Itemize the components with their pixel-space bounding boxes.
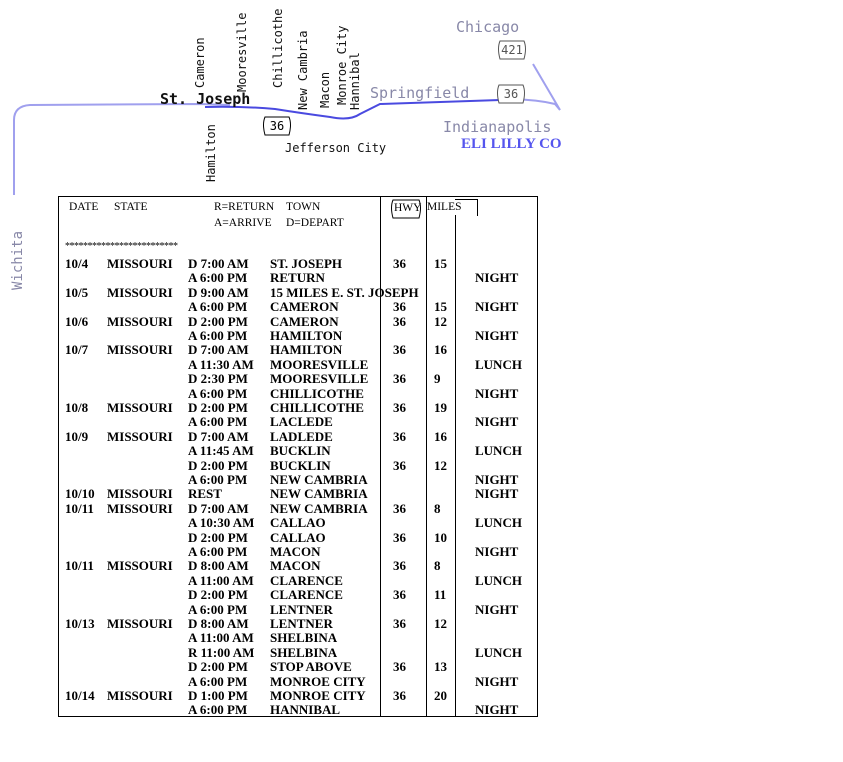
map-label-cameron: Cameron bbox=[193, 37, 207, 88]
row-time: A 6:00 PM bbox=[188, 601, 248, 617]
row-note: LUNCH bbox=[475, 443, 522, 459]
row-note: NIGHT bbox=[475, 673, 519, 689]
route-badge-label: 36 bbox=[269, 119, 285, 133]
route-badge-label: 36 bbox=[503, 87, 519, 101]
header-town: TOWN bbox=[286, 201, 321, 213]
row-hwy: 36 bbox=[393, 457, 406, 473]
row-town: CALLAO bbox=[270, 515, 326, 531]
row-time: R 11:00 AM bbox=[188, 644, 255, 660]
row-time: D 2:00 PM bbox=[188, 400, 248, 415]
row-time: D 7:00 AM bbox=[188, 256, 249, 271]
row-time: D 8:00 AM bbox=[188, 616, 249, 631]
row-town: CHILLICOTHE bbox=[270, 400, 364, 415]
row-town: STOP ABOVE bbox=[270, 659, 352, 675]
map-label-new-cambria: New Cambria bbox=[296, 30, 310, 110]
header-separator: ************************* bbox=[65, 241, 178, 252]
row-note: LUNCH bbox=[475, 356, 522, 372]
row-time: D 2:00 PM bbox=[188, 659, 248, 675]
table-row bbox=[59, 329, 537, 343]
row-hwy: 36 bbox=[393, 400, 406, 415]
row-miles: 13 bbox=[434, 659, 447, 675]
table-row bbox=[59, 372, 537, 386]
row-hwy: 36 bbox=[393, 558, 406, 574]
header-state: STATE bbox=[114, 201, 148, 213]
row-town: HAMILTON bbox=[270, 342, 343, 358]
row-hwy: 36 bbox=[393, 371, 406, 387]
table-row bbox=[59, 675, 537, 689]
row-town: 15 MILES E. ST. JOSEPH bbox=[270, 284, 419, 300]
row-time: D 2:00 PM bbox=[188, 529, 248, 545]
header-legend-arrive: A=ARRIVE bbox=[214, 217, 272, 229]
row-time: A 6:00 PM bbox=[188, 702, 248, 718]
row-state: MISSOURI bbox=[107, 313, 173, 329]
row-note: LUNCH bbox=[475, 572, 522, 588]
row-miles: 19 bbox=[434, 400, 447, 415]
row-town: CAMERON bbox=[270, 313, 339, 329]
row-town: LACLEDE bbox=[270, 414, 333, 430]
route-36-shield-icon bbox=[261, 116, 293, 136]
row-note: NIGHT bbox=[475, 702, 519, 718]
row-state: MISSOURI bbox=[107, 284, 173, 300]
table-row bbox=[59, 617, 537, 631]
row-town: RETURN bbox=[270, 270, 325, 286]
row-date: 10/10 bbox=[65, 486, 95, 502]
row-town: CHILLICOTHE bbox=[270, 385, 364, 401]
row-date: 10/11 bbox=[65, 558, 94, 574]
row-time: A 6:00 PM bbox=[188, 414, 248, 430]
table-row bbox=[59, 703, 537, 717]
row-time: REST bbox=[188, 486, 222, 502]
header-legend-depart: D=DEPART bbox=[286, 217, 344, 229]
row-town: MACON bbox=[270, 558, 321, 574]
row-hwy: 36 bbox=[393, 500, 406, 516]
row-state: MISSOURI bbox=[107, 500, 173, 516]
row-date: 10/8 bbox=[65, 400, 89, 415]
map-label-jefferson-city: Jefferson City bbox=[285, 141, 387, 155]
row-note: NIGHT bbox=[475, 601, 519, 617]
table-row bbox=[59, 473, 537, 487]
row-date: 10/4 bbox=[65, 256, 89, 271]
row-hwy: 36 bbox=[393, 616, 406, 631]
table-row bbox=[59, 603, 537, 617]
row-miles: 16 bbox=[434, 428, 447, 444]
row-note: NIGHT bbox=[475, 328, 519, 343]
row-date: 10/9 bbox=[65, 428, 89, 444]
row-town: SHELBINA bbox=[270, 630, 338, 646]
row-hwy: 36 bbox=[393, 299, 406, 315]
table-row bbox=[59, 646, 537, 660]
row-time: D 1:00 PM bbox=[188, 688, 248, 703]
header-legend-return: R=RETURN bbox=[214, 201, 275, 213]
table-row bbox=[59, 559, 537, 573]
row-hwy: 36 bbox=[393, 688, 406, 703]
row-miles: 12 bbox=[434, 457, 447, 473]
row-town: CAMERON bbox=[270, 299, 339, 315]
table-row bbox=[59, 257, 537, 271]
table-row bbox=[59, 502, 537, 516]
table-row bbox=[59, 545, 537, 559]
route-36-shield-icon bbox=[495, 84, 527, 104]
row-time: A 6:00 PM bbox=[188, 328, 248, 343]
row-state: MISSOURI bbox=[107, 342, 173, 358]
row-note: NIGHT bbox=[475, 385, 519, 401]
row-town: HANNIBAL bbox=[270, 702, 341, 718]
row-date: 10/5 bbox=[65, 284, 89, 300]
itinerary-table bbox=[58, 196, 538, 717]
row-town: NEW CAMBRIA bbox=[270, 486, 368, 502]
row-date: 10/11 bbox=[65, 500, 94, 516]
table-row bbox=[59, 574, 537, 588]
row-town: MONROE CITY bbox=[270, 688, 366, 703]
row-note: NIGHT bbox=[475, 414, 519, 430]
row-hwy: 36 bbox=[393, 428, 406, 444]
table-row bbox=[59, 444, 537, 458]
table-row bbox=[59, 588, 537, 602]
row-time: D 2:00 PM bbox=[188, 457, 248, 473]
row-note: NIGHT bbox=[475, 472, 519, 487]
row-note: NIGHT bbox=[475, 544, 519, 559]
header-miles: MILES bbox=[427, 201, 462, 213]
row-time: A 11:00 AM bbox=[188, 630, 254, 646]
row-time: A 11:45 AM bbox=[188, 443, 254, 459]
table-row bbox=[59, 689, 537, 703]
row-town: NEW CAMBRIA bbox=[270, 472, 368, 487]
map-label-st-joseph: St. Joseph bbox=[160, 90, 251, 108]
row-miles: 10 bbox=[434, 529, 447, 545]
row-miles: 12 bbox=[434, 313, 447, 329]
row-time: D 2:30 PM bbox=[188, 371, 248, 387]
row-miles: 15 bbox=[434, 299, 447, 315]
map-label-monroe-city: Monroe City bbox=[335, 25, 349, 105]
row-state: MISSOURI bbox=[107, 486, 173, 502]
table-row bbox=[59, 401, 537, 415]
header-hwy: HWY bbox=[394, 202, 422, 214]
table-row bbox=[59, 315, 537, 329]
row-miles: 9 bbox=[434, 371, 441, 387]
row-state: MISSOURI bbox=[107, 400, 173, 415]
row-note: NIGHT bbox=[475, 486, 519, 502]
row-time: A 6:00 PM bbox=[188, 472, 248, 487]
row-town: MOORESVILLE bbox=[270, 356, 369, 372]
row-note: NIGHT bbox=[475, 270, 519, 286]
row-time: A 6:00 PM bbox=[188, 544, 248, 559]
row-time: A 6:00 PM bbox=[188, 299, 248, 315]
row-town: MACON bbox=[270, 544, 321, 559]
row-date: 10/14 bbox=[65, 688, 95, 703]
map-label-mooresville: Mooresville bbox=[235, 12, 249, 92]
header-date: DATE bbox=[69, 201, 99, 213]
row-time: A 6:00 PM bbox=[188, 385, 248, 401]
row-hwy: 36 bbox=[393, 313, 406, 329]
row-time: D 7:00 AM bbox=[188, 428, 249, 444]
row-hwy: 36 bbox=[393, 587, 406, 603]
table-row bbox=[59, 387, 537, 401]
row-time: D 2:00 PM bbox=[188, 313, 248, 329]
table-row bbox=[59, 286, 537, 300]
row-time: A 6:00 PM bbox=[188, 673, 248, 689]
row-note: LUNCH bbox=[475, 644, 522, 660]
row-date: 10/6 bbox=[65, 313, 89, 329]
map-label-chicago: Chicago bbox=[456, 18, 520, 36]
table-row bbox=[59, 343, 537, 357]
table-row bbox=[59, 459, 537, 473]
row-time: A 11:30 AM bbox=[188, 356, 254, 372]
row-state: MISSOURI bbox=[107, 428, 173, 444]
row-town: CLARENCE bbox=[270, 587, 343, 603]
map-label-macon: Macon bbox=[318, 71, 332, 108]
table-row bbox=[59, 631, 537, 645]
row-town: MONROE CITY bbox=[270, 673, 366, 689]
row-miles: 16 bbox=[434, 342, 447, 358]
table-row bbox=[59, 415, 537, 429]
row-town: BUCKLIN bbox=[270, 443, 331, 459]
row-town: CLARENCE bbox=[270, 572, 343, 588]
row-state: MISSOURI bbox=[107, 616, 173, 631]
row-time: D 9:00 AM bbox=[188, 284, 249, 300]
row-town: SHELBINA bbox=[270, 644, 338, 660]
row-time: D 7:00 AM bbox=[188, 342, 249, 358]
row-hwy: 36 bbox=[393, 659, 406, 675]
row-town: CALLAO bbox=[270, 529, 326, 545]
row-miles: 11 bbox=[434, 587, 447, 603]
table-row bbox=[59, 300, 537, 314]
table-row bbox=[59, 358, 537, 372]
row-time: D 2:00 PM bbox=[188, 587, 248, 603]
map-label-hannibal: Hannibal bbox=[348, 52, 362, 110]
row-time: A 10:30 AM bbox=[188, 515, 255, 531]
map-label-hamilton: Hamilton bbox=[204, 124, 218, 182]
map-label-chillicothe: Chillicothe bbox=[271, 8, 285, 88]
row-state: MISSOURI bbox=[107, 558, 173, 574]
row-town: LADLEDE bbox=[270, 428, 333, 444]
map-label-springfield: Springfield bbox=[370, 84, 470, 102]
row-time: D 8:00 AM bbox=[188, 558, 249, 574]
row-town: MOORESVILLE bbox=[270, 371, 369, 387]
table-row bbox=[59, 271, 537, 285]
row-hwy: 36 bbox=[393, 256, 406, 271]
row-town: ST. JOSEPH bbox=[270, 256, 343, 271]
company-name: ELI LILLY CO bbox=[461, 136, 562, 152]
row-note: NIGHT bbox=[475, 299, 519, 315]
table-row bbox=[59, 430, 537, 444]
hwy-shield-icon bbox=[389, 199, 423, 219]
row-hwy: 36 bbox=[393, 529, 406, 545]
row-miles: 20 bbox=[434, 688, 447, 703]
table-row bbox=[59, 516, 537, 530]
route-421-shield-icon bbox=[496, 40, 528, 60]
row-date: 10/13 bbox=[65, 616, 95, 631]
row-miles: 12 bbox=[434, 616, 447, 631]
row-town: BUCKLIN bbox=[270, 457, 331, 473]
row-miles: 8 bbox=[434, 500, 441, 516]
row-miles: 15 bbox=[434, 256, 447, 271]
row-town: HAMILTON bbox=[270, 328, 343, 343]
row-miles: 8 bbox=[434, 558, 441, 574]
table-row bbox=[59, 660, 537, 674]
row-town: NEW CAMBRIA bbox=[270, 500, 368, 516]
row-town: LENTNER bbox=[270, 601, 333, 617]
row-time: D 7:00 AM bbox=[188, 500, 249, 516]
map-label-indianapolis: Indianapolis bbox=[443, 118, 552, 136]
row-town: LENTNER bbox=[270, 616, 333, 631]
row-note: LUNCH bbox=[475, 515, 522, 531]
row-time: A 6:00 PM bbox=[188, 270, 248, 286]
row-state: MISSOURI bbox=[107, 256, 173, 271]
row-state: MISSOURI bbox=[107, 688, 173, 703]
route-line-west bbox=[14, 104, 230, 195]
row-time: A 11:00 AM bbox=[188, 572, 254, 588]
row-hwy: 36 bbox=[393, 342, 406, 358]
table-row bbox=[59, 487, 537, 501]
map-label-wichita: Wichita bbox=[10, 230, 26, 290]
route-badge-label: 421 bbox=[501, 43, 523, 57]
row-date: 10/7 bbox=[65, 342, 89, 358]
table-row bbox=[59, 531, 537, 545]
